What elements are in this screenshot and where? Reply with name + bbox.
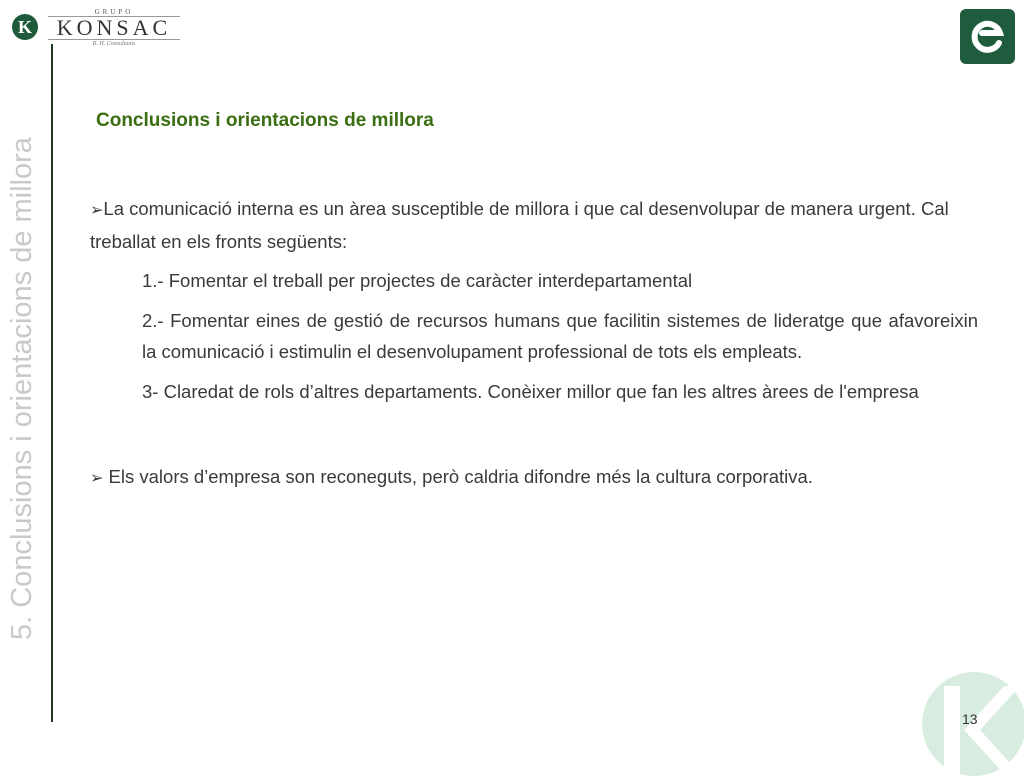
intro-text: La comunicació interna es un àrea susceptible de millora i que cal desenvolupar de manera urgent. Cal treballat en els fronts següents:	[90, 198, 949, 252]
list-item: 1.- Fomentar el treball per projectes de caràcter interdepartamental	[142, 270, 693, 291]
arrow-bullet-icon: ➢	[90, 202, 104, 219]
list-item: 2.- Fomentar eines de gestió de recursos humans que facilitin sistemes de lideratge que afavoreixin la comunicació i estimulin el desenvolupament professional de tots els empleats.	[142, 310, 978, 362]
second-text: Els valors d’empresa son reconeguts, però caldria difondre més la cultura corporativa.	[108, 466, 813, 487]
vertical-divider	[51, 44, 53, 722]
list-item: 3- Claredat de rols d’altres departaments. Conèixer millor que fan les altres àrees de l'empresa	[142, 381, 919, 402]
brand-grupo: GRUPO	[94, 8, 134, 16]
konsac-logo-icon: K	[12, 14, 38, 40]
intro-paragraph	[90, 193, 978, 257]
page-number: 13	[962, 711, 978, 727]
slide-heading: Conclusions i orientacions de millora	[96, 110, 434, 131]
slide-content	[90, 193, 978, 494]
e-logo-icon	[960, 9, 1015, 64]
arrow-bullet-icon: ➢	[90, 470, 104, 487]
second-paragraph	[90, 461, 978, 494]
brand-tagline: R. H. Consultants	[92, 41, 136, 47]
konsac-logo	[8, 6, 183, 48]
brand-name: KONSAC	[48, 16, 180, 40]
side-section-title: 5. Conclusions i orientacions de millora	[6, 137, 38, 640]
